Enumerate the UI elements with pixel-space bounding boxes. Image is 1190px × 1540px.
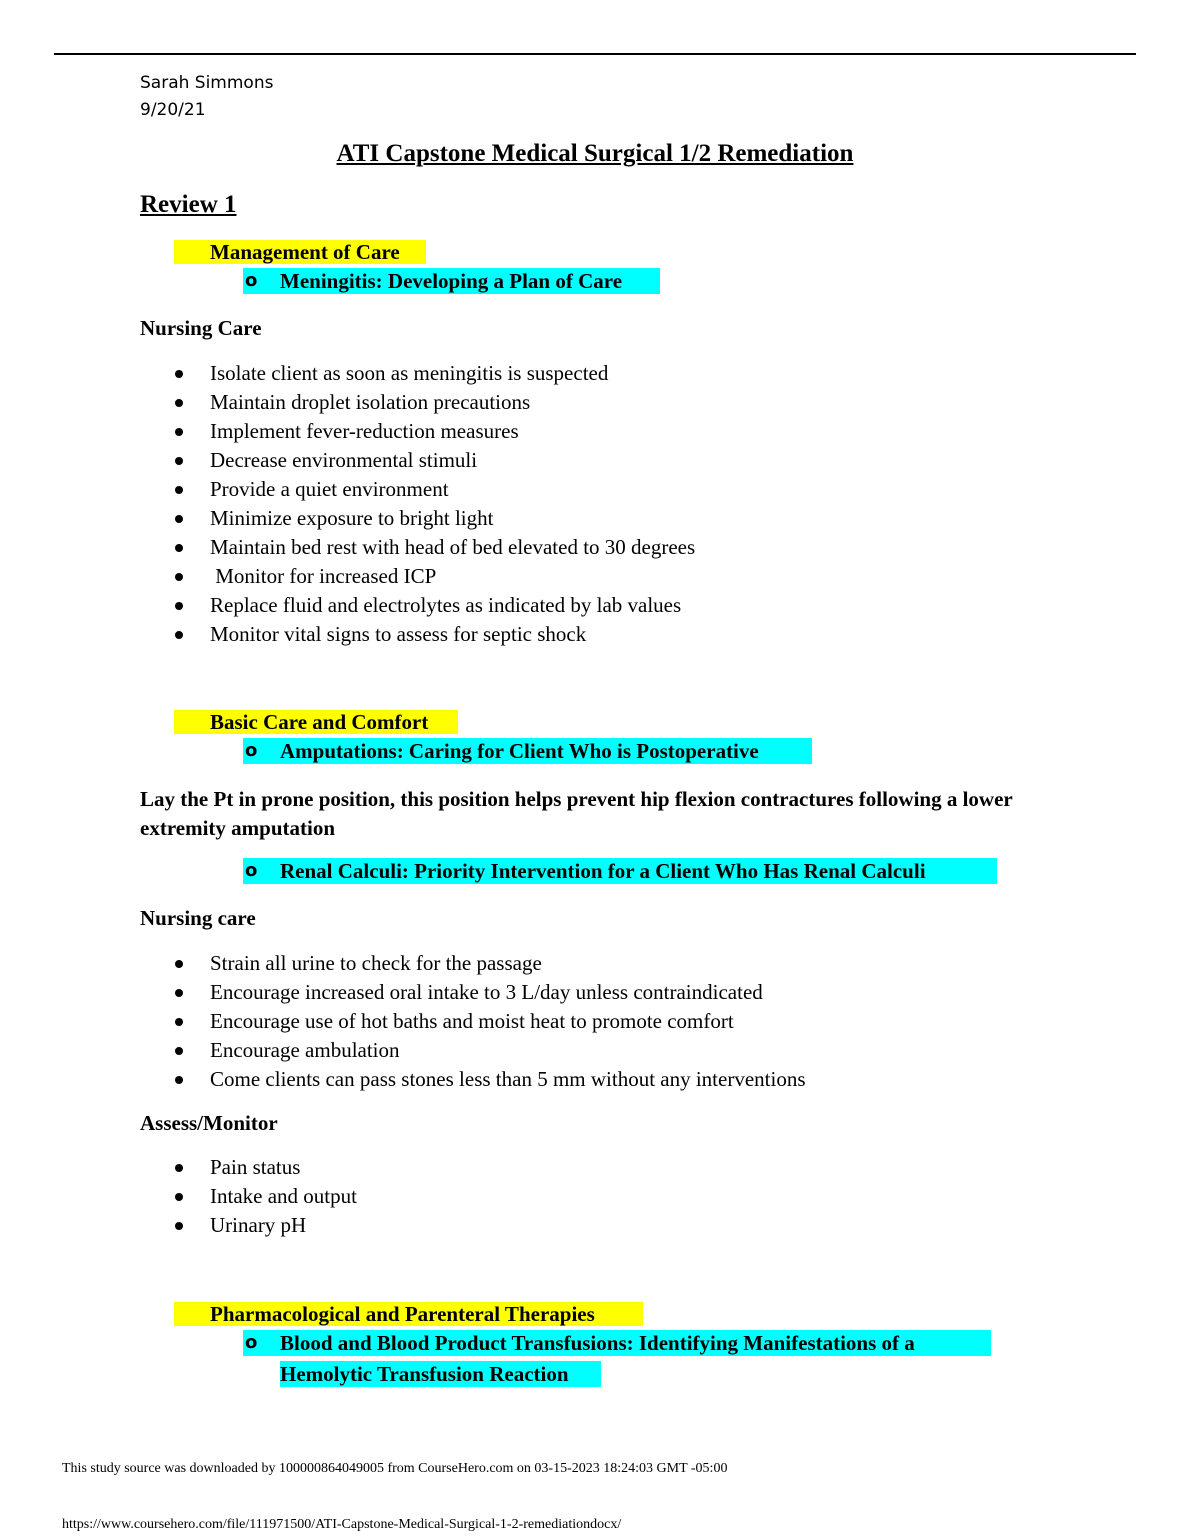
footer-url[interactable]: https://www.coursehero.com/file/111971500/ATI-Capstone-Medical-Surgical-1-2-remediationdocx/ [62,1517,622,1532]
list-item: Come clients can pass stones less than 5 mm without any interventions [210,1067,806,1091]
circle-bullet-icon: o [245,860,258,881]
bullet-icon [175,428,183,436]
page-title: ATI Capstone Medical Surgical 1/2 Remediation [336,140,854,167]
list-item: Monitor for increased ICP [210,564,437,588]
circle-bullet-icon: o [245,1332,258,1353]
document-date: 9/20/21 [140,100,206,120]
subheading: Nursing Care [140,316,262,340]
list-item: Maintain droplet isolation precautions [210,390,531,414]
topic-label: Meningitis: Developing a Plan of Care [243,268,660,294]
list-item: Intake and output [210,1184,357,1208]
bullet-icon [175,1193,183,1201]
list-item: Pain status [210,1155,301,1179]
category-label: Management of Care [174,240,426,264]
topic-label: Blood and Blood Product Transfusions: Identifying Manifestations of a [243,1330,991,1356]
review-heading: Review 1 [140,191,237,218]
list-item: Strain all urine to check for the passage [210,951,542,975]
bullet-icon [175,1047,183,1055]
bullet-icon [175,573,183,581]
bullet-icon [175,1222,183,1230]
subheading: Nursing care [140,906,256,930]
bullet-icon [175,486,183,494]
bullet-icon [175,399,183,407]
bullet-icon [175,544,183,552]
bullet-icon [175,457,183,465]
list-item: Monitor vital signs to assess for septic shock [210,622,587,646]
list-item: Encourage use of hot baths and moist heat to promote comfort [210,1009,734,1033]
bullet-icon [175,1018,183,1026]
top-rule [54,53,1136,55]
list-item: Encourage ambulation [210,1038,400,1062]
list-item: Urinary pH [210,1213,307,1237]
bullet-icon [175,602,183,610]
author-name: Sarah Simmons [140,73,274,93]
bullet-icon [175,1076,183,1084]
paragraph: Lay the Pt in prone position, this position helps prevent hip flexion contractures following a lower extremity amputation [140,787,1013,840]
topic-label-continued: Hemolytic Transfusion Reaction [280,1361,601,1387]
list-item: Encourage increased oral intake to 3 L/day unless contraindicated [210,980,763,1004]
category-label: Basic Care and Comfort [174,710,458,734]
topic-label: Renal Calculi: Priority Intervention for a Client Who Has Renal Calculi [243,858,997,884]
circle-bullet-icon: o [245,270,258,291]
list-item: Maintain bed rest with head of bed elevated to 30 degrees [210,535,696,559]
list-item: Minimize exposure to bright light [210,506,494,530]
bullet-icon [175,631,183,639]
circle-bullet-icon: o [245,740,258,761]
footer-source: This study source was downloaded by 100000864049005 from CourseHero.com on 03-15-2023 18:24:03 GMT -05:00 [62,1461,728,1476]
list-item: Provide a quiet environment [210,477,449,501]
list-item: Isolate client as soon as meningitis is suspected [210,361,609,385]
list-item: Replace fluid and electrolytes as indicated by lab values [210,593,682,617]
category-label: Pharmacological and Parenteral Therapies [174,1302,643,1326]
subheading: Assess/Monitor [140,1111,278,1135]
list-item: Decrease environmental stimuli [210,448,478,472]
topic-label: Amputations: Caring for Client Who is Postoperative [243,738,812,764]
bullet-icon [175,960,183,968]
list-item: Implement fever-reduction measures [210,419,519,443]
bullet-icon [175,989,183,997]
bullet-icon [175,370,183,378]
bullet-icon [175,515,183,523]
bullet-icon [175,1164,183,1172]
